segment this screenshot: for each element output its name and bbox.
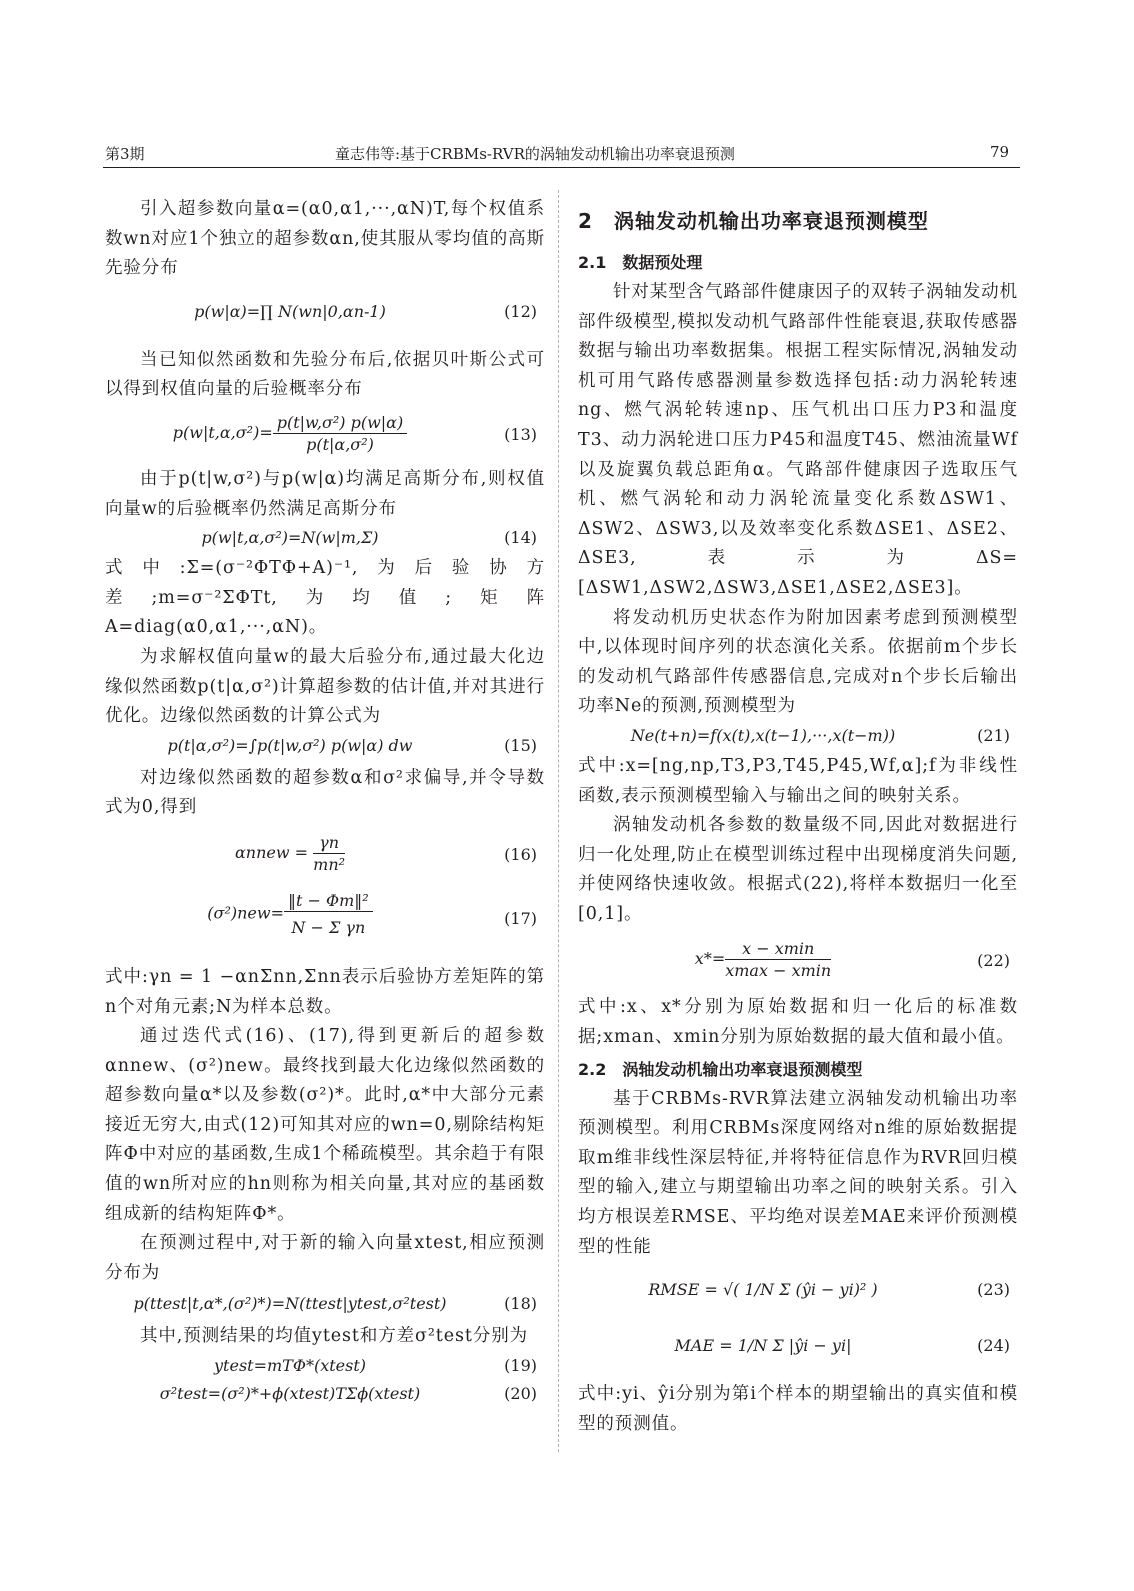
equation-number: (17) (504, 908, 537, 928)
equation-22: x*= $\frac{x - xmin}{xmax - xmin}$ (22) (694, 939, 1010, 981)
paragraph: 通过迭代式(16)、(17),得到更新后的超参数αnnew、(σ²)new。最终找到最大化边缘似然函数的超参数向量α*以及参数(σ²)*。此时,α*中大部分元素接近无穷大,由式(12)可知其对应的wn=0,剔除结构矩阵Φ中对应的基函数,生成1个稀疏模型。其余趋于有限值的wn所对应的hn则称为相关向量,其对应的基函数组成新的结构矩阵Φ*。 (105, 1026, 545, 1224)
equation-number: (16) (504, 844, 537, 864)
equation-number: (12) (504, 301, 537, 321)
subsection-heading: 2.1 数据预处理 (578, 253, 703, 272)
subsection-heading: 2.2 涡轴发动机输出功率衰退预测模型 (578, 1059, 863, 1079)
equation-12: p(w|α)=∏ N(wn|0,αn-1) (12) (194, 301, 537, 321)
equation-number: (19) (504, 1356, 537, 1376)
equation-14: p(w|t,α,σ²)=N(w|m,Σ) (14) (201, 528, 537, 548)
paragraph: 式中:yi、ŷi分别为第i个样本的期望输出的真实值和模型的预测值。 (578, 1384, 1018, 1434)
paragraph: 其中,预测结果的均值ytest和方差σ²test分别为 (140, 1326, 529, 1347)
paragraph: 基于CRBMs-RVR算法建立涡轴发动机输出功率预测模型。利用CRBMs深度网络对n维的原始数据提取m维非线性深层特征,并将特征信息作为RVR回归模型的输入,建立与期望输出功率之间的映射关系。引入均方根误差RMSE、平均绝对误差MAE来评价预测模型的性能 (578, 1088, 1018, 1257)
paragraph: 对边缘似然函数的超参数α和σ²求偏导,并令导数式为0,得到 (105, 767, 545, 818)
equation-number: (18) (504, 1294, 537, 1314)
equation-number: (21) (977, 725, 1010, 745)
paragraph: 式中:x、x*分别为原始数据和归一化后的标准数据;xman、xmin分别为原始数据的最大值和最小值。 (578, 997, 1018, 1048)
equation-19: ytest=mTΦ*(xtest) (19) (214, 1356, 537, 1376)
equation-24: MAE = 1/N Σ |ŷi − yi| (24) (674, 1336, 1010, 1356)
paragraph: 式中:x=[ng,np,T3,P3,T45,P45,Wf,α];f为非线性函数,表示预测模型输入与输出之间的映射关系。 (578, 755, 1018, 806)
equation-number: (14) (504, 528, 537, 548)
paragraph: 由于p(t|w,σ²)与p(w|α)均满足高斯分布,则权值向量w的后验概率仍然满足高斯分布 (105, 468, 545, 519)
paragraph: 式中:γn = 1 −αnΣnn,Σnn表示后验协方差矩阵的第n个对角元素;N为样本总数。 (105, 966, 545, 1017)
equation-number: (15) (504, 735, 537, 755)
equation-15: p(t|α,σ²)=∫p(t|w,σ²) p(w|α) dw (15) (167, 735, 537, 755)
equation-number: (20) (504, 1384, 537, 1404)
paragraph: 将发动机历史状态作为附加因素考虑到预测模型中,以体现时间序列的状态演化关系。依据前m个步长的发动机气路部件传感器信息,完成对n个步长后输出功率Ne的预测,预测模型为 (578, 607, 1018, 717)
header-page-number: 79 (990, 143, 1010, 161)
header-title: 童志伟等:基于CRBMs-RVR的涡轴发动机输出功率衰退预测 (335, 145, 735, 163)
equation-20: σ²test=(σ²)*+ϕ(xtest)TΣϕ(xtest) (20) (159, 1384, 537, 1404)
section-heading: 2 涡轴发动机输出功率衰退预测模型 (578, 209, 929, 233)
paragraph: 为求解权值向量w的最大后验分布,通过最大化边缘似然函数p(t|α,σ²)计算超参数的估计值,并对其进行优化。边缘似然函数的计算公式为 (105, 646, 545, 727)
paragraph: 涡轴发动机各参数的数量级不同,因此对数据进行归一化处理,防止在模型训练过程中出现梯度消失问题,并使网络快速收敛。根据式(22),将样本数据归一化至[0,1]。 (578, 815, 1018, 924)
equation-number: (24) (977, 1336, 1010, 1356)
equation-17: (σ²)new= $\frac{\text{‖t − Φm‖²}}{\text{N − Σ γn}}$ (17) (207, 890, 537, 937)
paragraph: 当已知似然函数和先验分布后,依据贝叶斯公式可以得到权值向量的后验概率分布 (105, 349, 545, 400)
equation-23: RMSE = √( 1/N Σ (ŷi − yi)² ) (23) (648, 1280, 1010, 1300)
paragraph: 在预测过程中,对于新的输入向量xtest,相应预测分布为 (105, 1233, 545, 1283)
left-column (105, 195, 545, 1412)
equation-13: p(w|t,α,σ²)= $\frac{\text{p(t|w,σ²) p(w|α)}}{\text{p(t|α,σ²)}}$ (13) (172, 412, 537, 454)
paragraph: 式中:Σ=(σ⁻²ΦTΦ+A)⁻¹,为后验协方差;m=σ⁻²ΣΦTt,为均值;矩阵A=diag(α0,α1,···,αN)。 (105, 558, 545, 638)
equation-number: (13) (504, 424, 537, 444)
equation-21: Ne(t+n)=f(x(t),x(t−1),···,x(t−m)) (21) (630, 725, 1010, 745)
paragraph: 引入超参数向量α=(α0,α1,···,αN)T,每个权值系数wn对应1个独立的超参数αn,使其服从零均值的高斯先验分布 (105, 199, 545, 279)
equation-number: (23) (977, 1280, 1010, 1300)
equation-18: p(ttest|t,α*,(σ²)*)=N(ttest|ytest,σ²test) (18) (133, 1294, 537, 1314)
column-divider (558, 190, 559, 1452)
right-column (578, 195, 1018, 1439)
header-issue: 第3期 (105, 145, 145, 163)
equation-number: (22) (977, 951, 1010, 971)
equation-16: αnnew = $\frac{\gamma n}{\text{mn²}}$ (16) (234, 832, 537, 874)
paragraph: 针对某型含气路部件健康因子的双转子涡轴发动机部件级模型,模拟发动机气路部件性能衰退,获取传感器数据与输出功率数据集。根据工程实际情况,涡轴发动机可用气路传感器测量参数选择包括:动力涡轮转速ng、燃气涡轮转速np、压气机出口压力P3和温度T3、动力涡轮进口压力P45和温度T45、燃油流量Wf以及旋翼负载总距角α。气路部件健康因子选取压气机、燃气涡轮和动力涡轮流量变化系数ΔSW1、ΔSW2、ΔSW3,以及效率变化系数ΔSE1、ΔSE2、ΔSE3,表示为ΔS=[ΔSW1,ΔSW2,ΔSW3,ΔSE1,ΔSE2,ΔSE3]。 (578, 282, 1018, 598)
header-rule (103, 167, 1020, 168)
